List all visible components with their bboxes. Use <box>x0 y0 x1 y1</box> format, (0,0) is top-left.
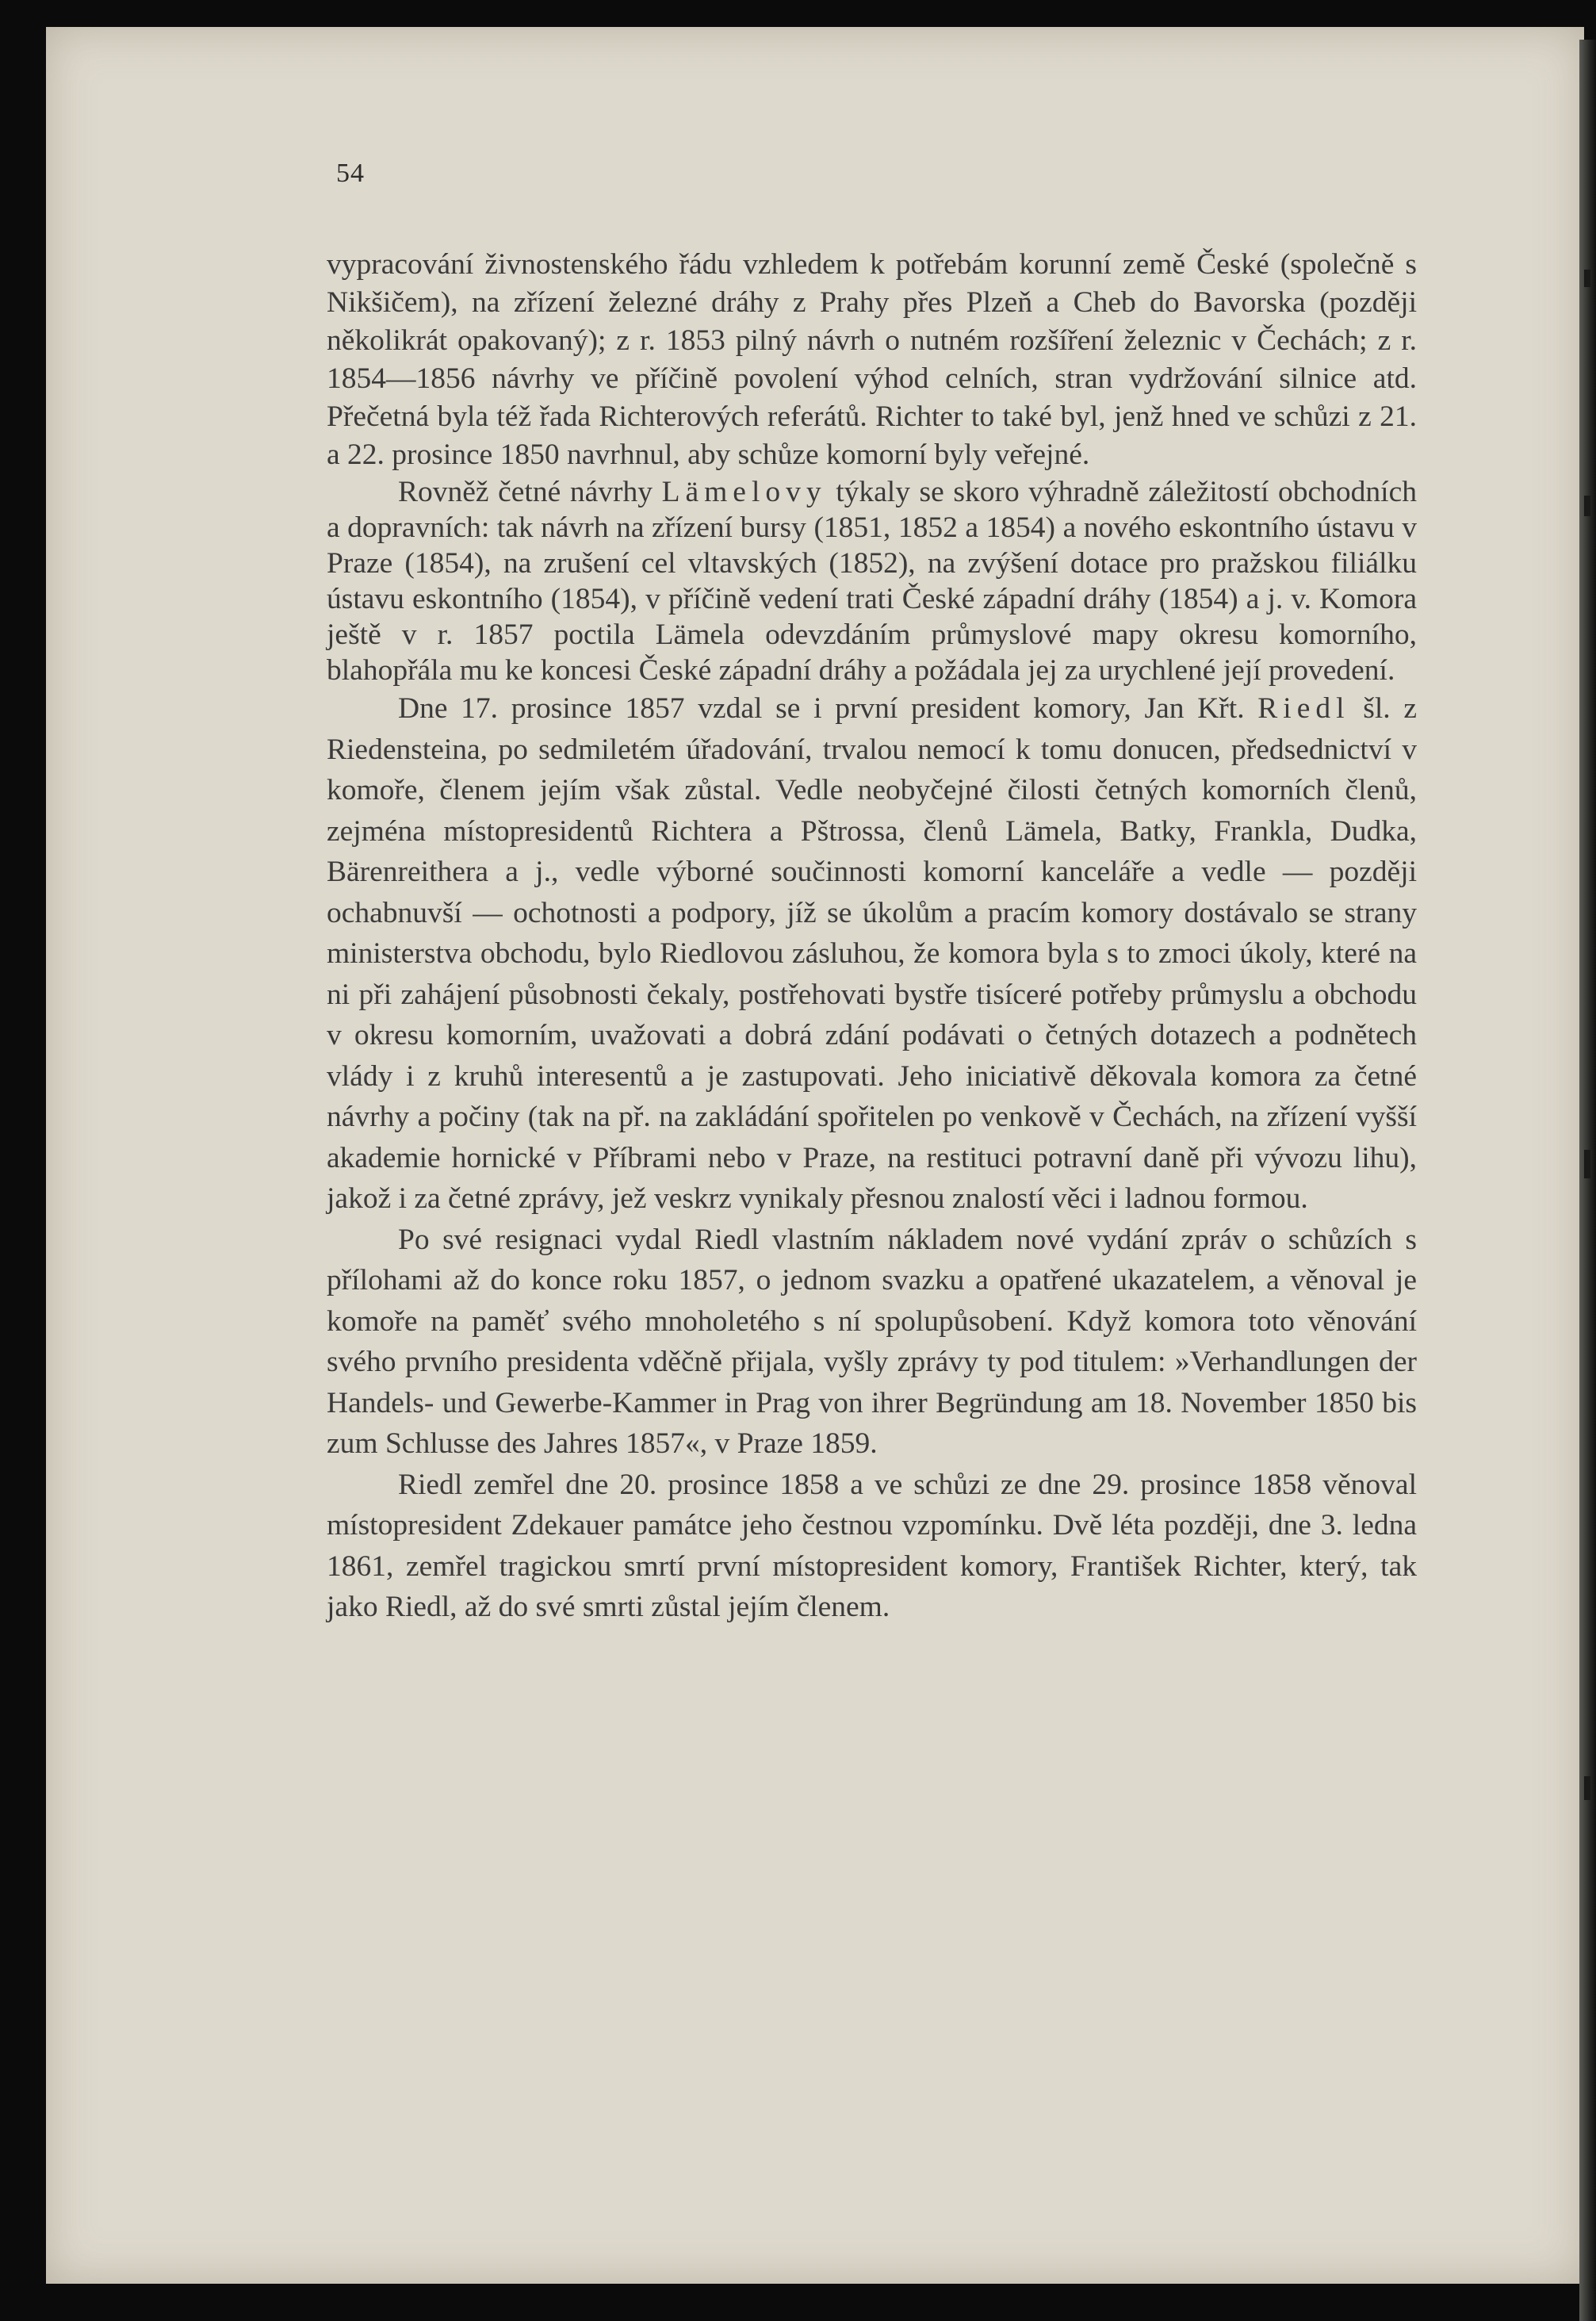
edge-mark <box>1584 1150 1590 1178</box>
paragraph-2 <box>327 474 1417 688</box>
edge-mark <box>1584 496 1590 516</box>
paragraph-5: Riedl zemřel dne 20. prosince 1858 a ve schůzi ze dne 29. prosince 1858 věnoval místopresident Zdekauer památce jeho čestnou vzpomínku. Dvě léta později, dne 3. ledna 1861, zemřel tragickou smrtí první místopresident komory, František Richter, který, tak jako Riedl, až do své smrti zůstal jejím členem. <box>327 1468 1417 1623</box>
edge-mark <box>1584 270 1590 287</box>
paragraph-2-rest: týkaly se skoro výhradně záležitostí obchodních a dopravních: tak návrh na zřízení bursy (1851, 1852 a 1854) a nového eskontního ústavu v Praze (1854), na zrušení cel vltavských (1852), na zvýšení dotace pro pražskou filiálku ústavu eskontního (1854), v příčině vedení trati České západní dráhy (1854) a j. v. Komora ještě v r. 1857 poctila Lämela odevzdáním průmyslové mapy okresu komorního, blahopřála mu ke koncesi České západní dráhy a požádala jej za urychlené její provedení. <box>327 476 1417 687</box>
paragraph-2-start: Rovněž četné návrhy <box>398 476 662 508</box>
page-number: 54 <box>336 159 365 188</box>
paragraph-1: vypracování živnostenského řádu vzhledem k potřebám korunní země České (společně s Nikšičem), na zřízení železné dráhy z Prahy přes Plzeň a Cheb do Bavorska (později několikrát opakovaný); z r. 1853 pilný návrh o nutném rozšíření železnic v Čechách; z r. 1854—1856 návrhy ve příčině povolení výhod celních, stran vydržování silnice atd. Přečetná byla též řada Richterových referátů. Richter to také byl, jenž hned ve schůzi z 21. a 22. prosince 1850 navrhnul, aby schůze komorní byly veřejné. <box>327 248 1417 471</box>
edge-mark <box>1584 1776 1590 1800</box>
paragraph-3-start: Dne 17. prosince 1857 vzdal se i první president komory, Jan Křt. <box>398 692 1258 725</box>
name-lamelovy: Lämelovy <box>661 476 827 508</box>
paragraph-3-rest: šl. z Riedensteina, po sedmiletém úřadování, trvalou nemocí k tomu donucen, předsednictví v komoře, členem jejím však zůstal. Vedle neobyčejné čilosti četných komorních členů, zejména místopresidentů Richtera a Pštrossa, členů Lämela, Batky, Frankla, Dudka, Bärenreithera a j., vedle výborné součinnosti komorní kanceláře a vedle — později ochabnuvší — ochotnosti a podpory, jíž se úkolům a pracím komory dostávalo se strany ministerstva obchodu, bylo Riedlovou zásluhou, že komora byla s to zmoci úkoly, které na ni při zahájení působnosti čekaly, postřehovati bystře tisíceré potřeby průmyslu a obchodu v okresu komorním, uvažovati a dobrá zdání podávati o četných dotazech a podnětech vlády i z kruhů interesentů a je zastupovati. Jeho iniciativě děkovala komora za četné návrhy a počiny (tak na př. na zakládání spořitelen po venkově v Čechách, na zřízení vyšší akademie hornické v Příbrami nebo v Praze, na restituci potravní daně při vývozu lihu), jakož i za četné zprávy, jež veskrz vynikaly přesnou znalostí věci i ladnou formou. <box>327 692 1417 1215</box>
paragraph-4: Po své resignaci vydal Riedl vlastním nákladem nové vydání zpráv o schůzích s přílohami až do konce roku 1857, o jednom svazku a opatřené ukazatelem, a věnoval je komoře na paměť svého mnoholetého s ní spolupůsobení. Když komora toto věnování svého prvního presidenta vděčně přijala, vyšly zprávy ty pod titulem: »Verhandlungen der Handels- und Gewerbe-Kammer in Prag von ihrer Begründung am 18. November 1850 bis zum Schlusse des Jahres 1857«, v Praze 1859. <box>327 1223 1417 1460</box>
body-text <box>327 246 1417 1628</box>
paragraph-3 <box>327 688 1417 1220</box>
name-riedl: Riedl <box>1257 692 1350 725</box>
page-binding-edge <box>1579 40 1596 2321</box>
